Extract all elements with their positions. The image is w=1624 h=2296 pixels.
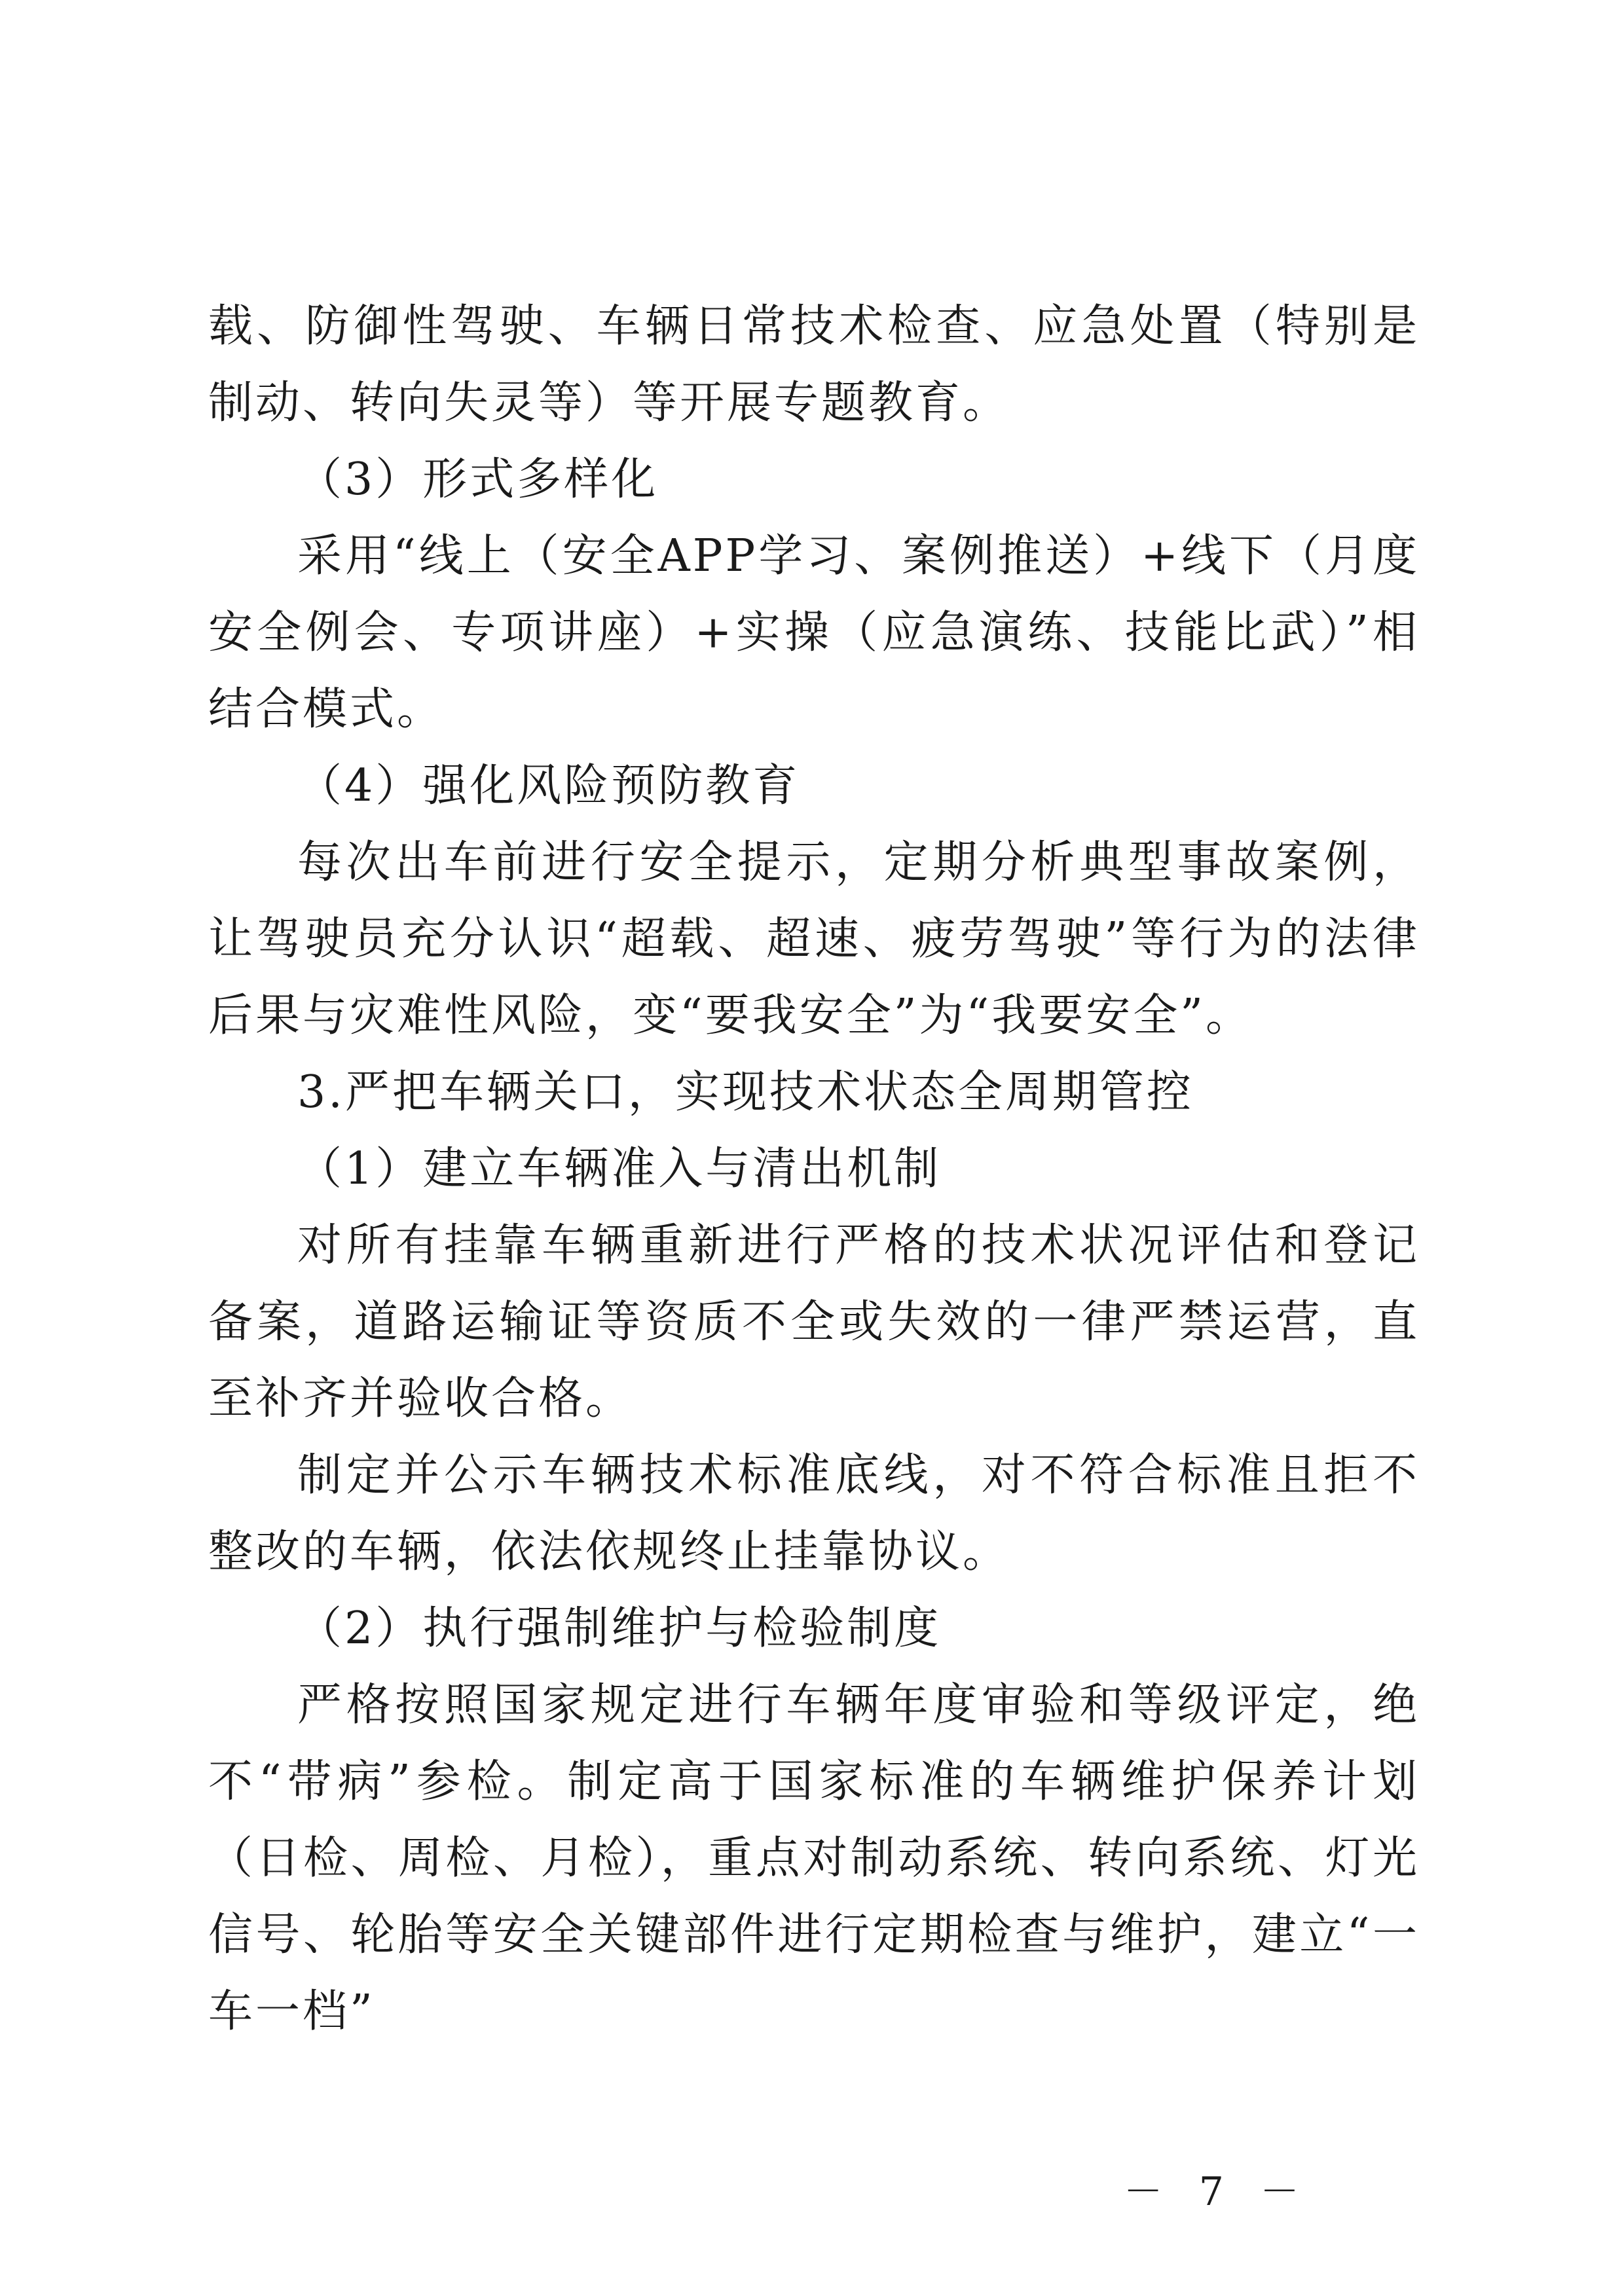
- section-heading-vehicle-control: 3.严把车辆关口，实现技术状态全周期管控: [297, 1066, 1194, 1118]
- subheading-entry-exit-mechanism: （1）建立车辆准入与清出机制: [297, 1143, 942, 1195]
- subheading-format-diversification: （3）形式多样化: [297, 454, 659, 505]
- paragraph-maintenance-plan: 严格按照国家规定进行车辆年度审验和等级评定，绝不“带病”参检。制定高于国家标准的车辆维护保养计划（日检、周检、月检），重点对制动系统、转向系统、灯光信号、轮胎等安全关键部件进行定期检查与维护，建立“一车一档”: [208, 1679, 1420, 2037]
- page-number: － 7 －: [1123, 2169, 1311, 2215]
- paragraph-training-mode: 采用“线上（安全APP学习、案例推送）+线下（月度安全例会、专项讲座）+实操（应急演练、技能比武）”相结合模式。: [208, 530, 1420, 735]
- paragraph-vehicle-assessment: 对所有挂靠车辆重新进行严格的技术状况评估和登记备案，道路运输证等资质不全或失效的一律严禁运营，直至补齐并验收合格。: [208, 1220, 1420, 1425]
- paragraph-technical-standard: 制定并公示车辆技术标准底线，对不符合标准且拒不整改的车辆，依法依规终止挂靠协议。: [208, 1449, 1420, 1578]
- subheading-maintenance-inspection: （2）执行强制维护与检验制度: [297, 1603, 942, 1654]
- body-text: [208, 288, 1420, 2050]
- paragraph-continuation: 载、防御性驾驶、车辆日常技术检查、应急处置（特别是制动、转向失灵等）等开展专题教育。: [208, 301, 1420, 429]
- subheading-risk-prevention: （4）强化风险预防教育: [297, 760, 800, 812]
- paragraph-risk-prevention: 每次出车前进行安全提示，定期分析典型事故案例，让驾驶员充分认识“超载、超速、疲劳驾驶”等行为的法律后果与灾难性风险，变“要我安全”为“我要安全”。: [208, 837, 1420, 1042]
